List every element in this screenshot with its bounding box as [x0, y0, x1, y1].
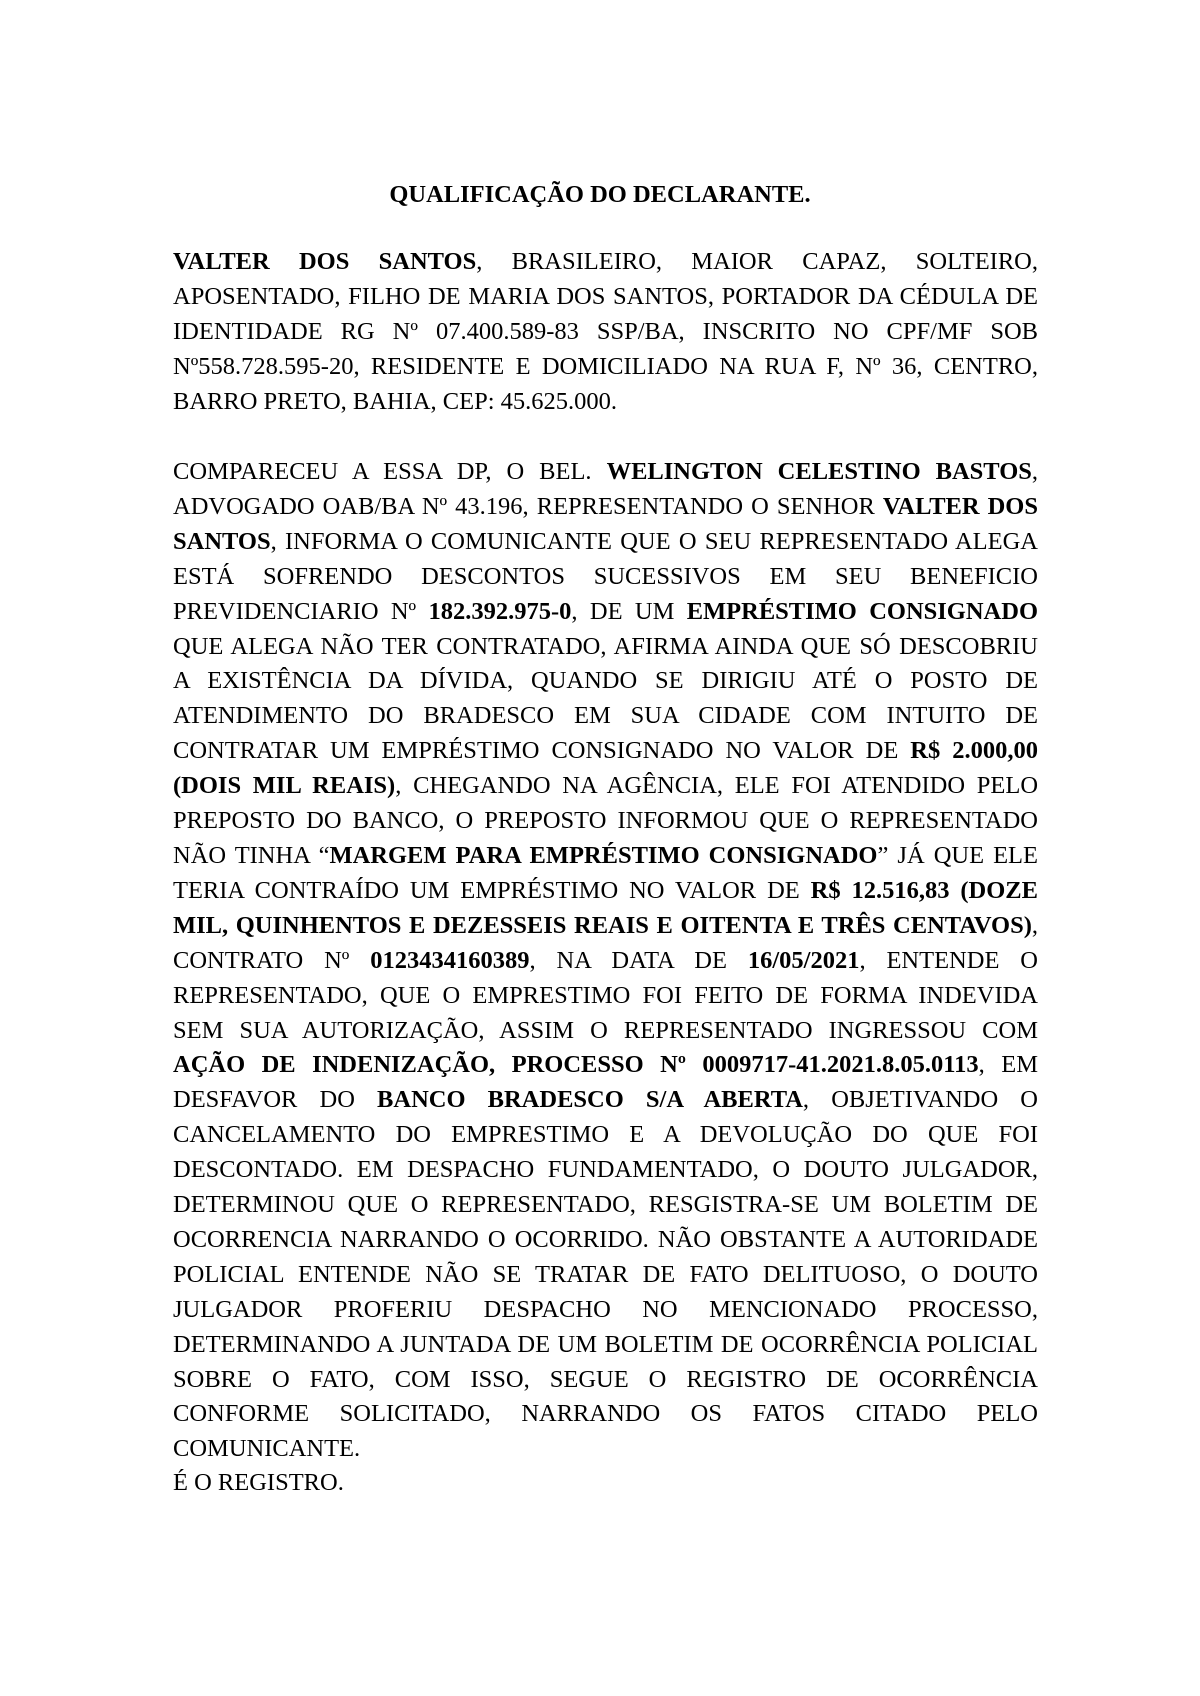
declarant-name: VALTER DOS SANTOS [173, 248, 477, 275]
qualification-paragraph [173, 245, 1038, 420]
defendant-name: BANCO BRADESCO S/A ABERTA [377, 1086, 803, 1114]
report-text: , CONTRATO Nº [173, 911, 1038, 974]
report-text: , OBJETIVANDO O CANCELAMENTO DO EMPRESTIMO E A DEVOLUÇÃO DO QUE FOI DESCONTADO. EM DESPACHO FUNDAMENTADO, O DOUTO JULGADOR, DETERMINOU QUE O REPRESENTADO, RESGISTRA-SE UM BOLETIM DE OCORRENCIA NARRANDO O OCORRIDO. NÃO OBSTANTE A AUTORIDADE POLICIAL ENTENDE NÃO SE TRATAR DE FATO DELITUOSO, O DOUTO JULGADOR PROFERIU DESPACHO NO MENCIONADO PROCESSO, DETERMINANDO A JUNTADA DE UM BOLETIM DE OCORRÊNCIA POLICIAL SOBRE O FATO, COM ISSO, SEGUE O REGISTRO DE OCORRÊNCIA CONFORME SOLICITADO, NARRANDO OS FATOS CITADO PELO COMUNICANTE. [173, 1086, 1038, 1463]
closing-line: É O REGISTRO. [173, 1469, 344, 1496]
requested-amount: R$ 2.000,00 (DOIS MIL REAIS) [173, 737, 1038, 800]
report-text: , ENTENDE O REPRESENTADO, QUE O EMPRESTIMO FOI FEITO DE FORMA INDEVIDA SEM SUA AUTORIZAÇÃO, ASSIM O REPRESENTADO INGRESSOU COM [173, 946, 1038, 1044]
document-title: QUALIFICAÇÃO DO DECLARANTE. [389, 181, 811, 208]
report-text: ” JÁ QUE ELE TERIA CONTRAÍDO UM EMPRÉSTIMO NO VALOR DE [173, 841, 1038, 904]
report-paragraph [173, 455, 1038, 1467]
contract-date: 16/05/2021 [747, 946, 860, 974]
report-text: , INFORMA O COMUNICANTE QUE O SEU REPRESENTADO ALEGA ESTÁ SOFRENDO DESCONTOS SUCESSIVOS EM SEU BENEFICIO PREVIDENCIARIO Nº [173, 527, 1038, 625]
represented-name: VALTER DOS SANTOS [173, 492, 1038, 555]
report-text: , NA DATA DE [529, 946, 748, 974]
report-text: , ADVOGADO OAB/BA Nº 43.196, REPRESENTANDO O SENHOR [173, 458, 1039, 520]
benefit-number: 182.392.975-0 [428, 597, 572, 625]
loan-type: EMPRÉSTIMO CONSIGNADO [686, 597, 1039, 625]
margin-note: MARGEM PARA EMPRÉSTIMO CONSIGNADO [329, 841, 878, 869]
contract-number: 0123434160389 [370, 946, 530, 974]
lawsuit-reference: AÇÃO DE INDENIZAÇÃO, PROCESSO Nº 0009717-41.2021.8.05.0113 [173, 1051, 979, 1079]
report-text: , EM DESFAVOR DO [173, 1051, 1038, 1114]
lawyer-name: WELINGTON CELESTINO BASTOS [606, 458, 1032, 485]
qualification-text: , BRASILEIRO, MAIOR CAPAZ, SOLTEIRO, APOSENTADO, FILHO DE MARIA DOS SANTOS, PORTADOR DA CÉDULA DE IDENTIDADE RG Nº 07.400.589-83 SSP/BA, INSCRITO NO CPF/MF SOB Nº558.728.595-20, RESIDENTE E DOMICILIADO NA RUA F, Nº 36, CENTRO, BARRO PRETO, BAHIA, CEP: 45.625.000. [173, 248, 1038, 415]
report-text: COMPARECEU A ESSA DP, O BEL. [173, 458, 607, 485]
report-text: , DE UM [571, 597, 687, 625]
report-text: QUE ALEGA NÃO TER CONTRATADO, AFIRMA AINDA QUE SÓ DESCOBRIU A EXISTÊNCIA DA DÍVIDA, QUANDO SE DIRIGIU ATÉ O POSTO DE ATENDIMENTO DO BRADESCO EM SUA CIDADE COM INTUITO DE CONTRATAR UM EMPRÉSTIMO CONSIGNADO NO VALOR DE [173, 632, 1038, 765]
report-text: , CHEGANDO NA AGÊNCIA, ELE FOI ATENDIDO PELO PREPOSTO DO BANCO, O PREPOSTO INFORMOU QUE O REPRESENTADO NÃO TINHA “ [173, 772, 1039, 869]
contracted-amount: R$ 12.516,83 (DOZE MIL, QUINHENTOS E DEZESSEIS REAIS E OITENTA E TRÊS CENTAVOS) [173, 876, 1038, 939]
